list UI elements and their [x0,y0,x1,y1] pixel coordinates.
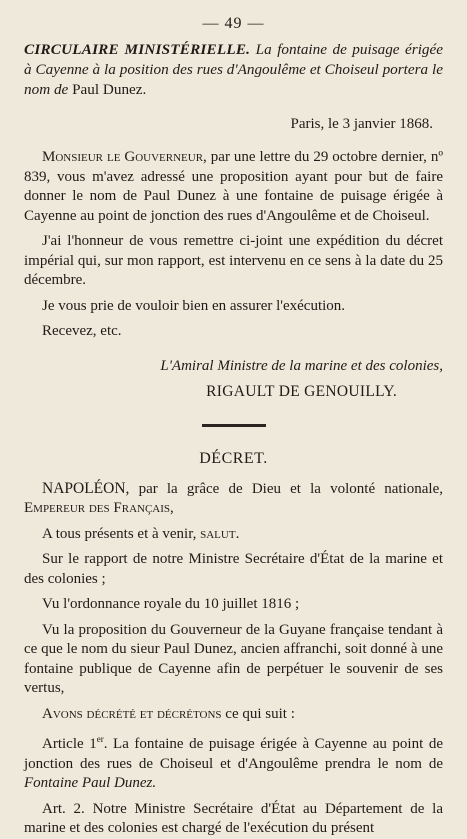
decree-article-2: Art. 2. Notre Ministre Secrétaire d'État au Département de la marine et des colonies est chargé de l'exécution du présent [24,800,443,836]
decree-paragraph-6 [24,705,443,725]
letter-paragraph-3: Je vous prie de vouloir bien en assurer l'exécution. [42,297,346,314]
decree-paragraph-2 [24,525,443,545]
decree-paragraph-1 [24,479,443,519]
section-divider [202,424,266,427]
article-1-sup: er [96,734,104,744]
dateline: Paris, le 3 janvier 1868. [290,116,433,132]
decree-enacting-formula: Avons décrété et décrétons [42,705,222,722]
letter-paragraph-1 [24,148,443,226]
letter-paragraph-2: J'ai l'honneur de vous remettre ci-joint une expédition du décret impérial qui, sur mon rapport, est intervenu en ce sens à la date du 25 décembre. [24,233,443,288]
article-1-text: . La fontaine de puisage érigée à Cayenne au point de jonction des rues de Choiseul et d'Angoulême prendra le nom de [24,736,443,772]
decree-emperor-title: Empereur des Français, [24,500,174,516]
decree-salut: salut. [200,525,240,542]
decree-paragraph-4: Vu l'ordonnance royale du 10 juillet 1816 ; [42,596,300,612]
decree-p1-text: par la grâce de Dieu et la volonté nationale, [129,480,443,497]
article-1-label: Article 1 [42,736,97,752]
article-1-name: Fontaine Paul Dunez. [24,775,157,791]
decree-p6-text: ce qui suit : [221,705,295,722]
circular-heading [24,40,443,100]
page-number: — 49 — [202,15,265,32]
decree-paragraph-5: Vu la proposition du Gouverneur de la Guyane française tendant à ce que le nom du sieur Paul Dunez, ancien affranchi, soit donné à une fontaine publique de Cayenne afin de perpétuer le souvenir de ses vertus, [24,621,443,696]
heading-name: Paul Dunez. [72,81,147,98]
heading-text: La fontaine de puisage érigée à Cayenne à la position des rues d'Angoulême et Choiseul portera le nom de [24,41,443,98]
decree-title: DÉCRET. [199,449,268,467]
signature-role: L'Amiral Ministre de la marine et des colonies, [160,357,443,374]
decree-article-1 [24,730,443,794]
letter-salutation: Monsieur le Gouverneur, [42,149,207,165]
decree-p2-text: A tous présents et à venir, [42,525,201,542]
signature-name: RIGAULT DE GENOUILLY. [206,382,397,400]
decree-paragraph-3: Sur le rapport de notre Ministre Secrétaire d'État de la marine et des colonies ; [24,551,443,587]
heading-lead: CIRCULAIRE MINISTÉRIELLE. [24,41,251,58]
letter-paragraph-4: Recevez, etc. [42,323,122,339]
decree-emperor: NAPOLÉON, [42,479,130,497]
letter-p1-text: par une lettre du 29 octobre dernier, nº 839, vous m'avez adressé une proposition ayant pour but de faire donner le nom de Paul Dunez à une fontaine de puisage érigée à Cayenne au point de jonction des rues d'Angoulême et de Choiseul. [24,149,443,224]
